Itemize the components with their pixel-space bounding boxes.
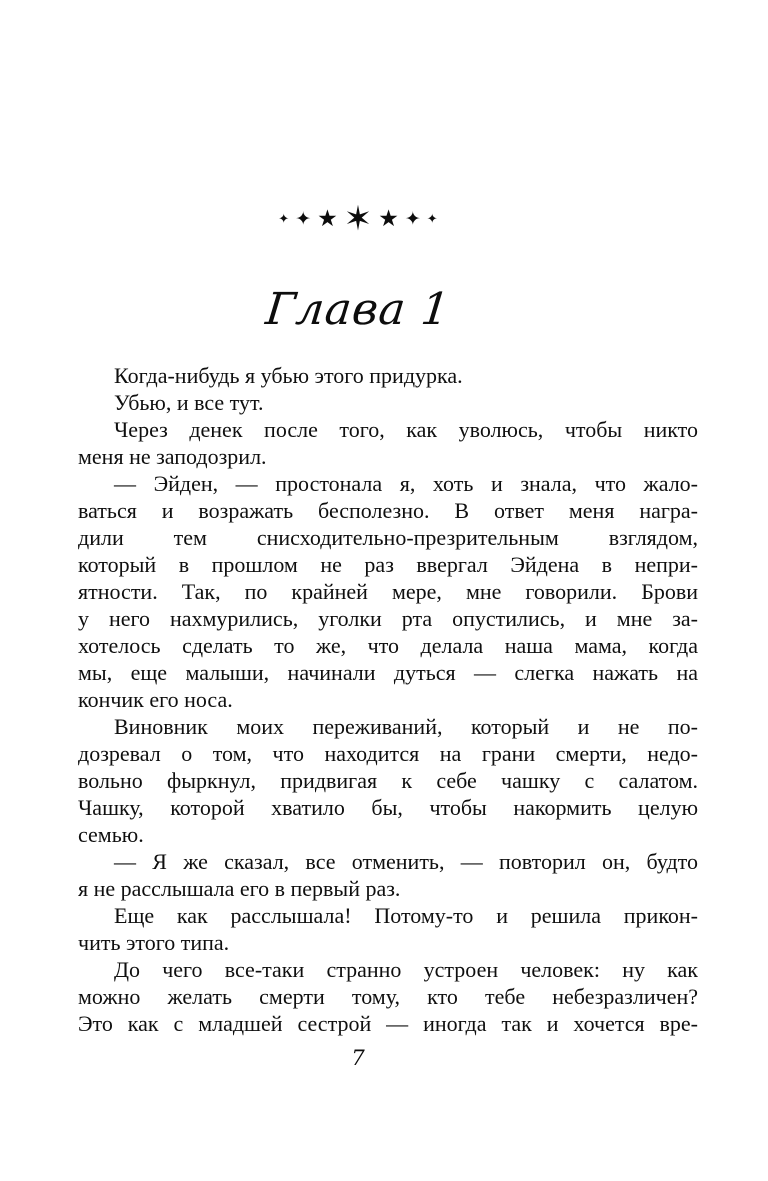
- text-line: ятности. Так, по крайней мере, мне говорили. Брови: [78, 579, 698, 604]
- text-line: вольно фыркнул, придвигая к себе чашку с салатом.: [78, 768, 698, 793]
- text-line: у него нахмурились, уголки рта опустились, и мне за-: [78, 606, 698, 631]
- page-number: 7: [351, 1046, 365, 1070]
- text-line: До чего все-таки странно устроен человек: ну как: [114, 957, 698, 982]
- text-line: можно желать смерти тому, кто тебе небезразличен?: [78, 984, 698, 1009]
- star-icon: ✦: [278, 211, 290, 227]
- star-ornament: [48, 199, 668, 239]
- text-line: кончик его носа.: [78, 687, 233, 712]
- text-line: Убью, и все тут.: [114, 390, 264, 415]
- star-icon: ✦: [404, 207, 421, 230]
- text-line: Еще как расслышала! Потому-то и решила прикон-: [114, 903, 698, 928]
- text-line: меня не заподозрил.: [78, 444, 267, 469]
- text-line: мы, еще малыши, начинали дуться — слегка нажать на: [78, 660, 698, 685]
- star-icon: ✦: [295, 207, 312, 230]
- star-icon: ✶: [343, 199, 373, 239]
- text-line: который в прошлом не раз ввергал Эйдена в непри-: [78, 552, 698, 577]
- text-line: Когда-нибудь я убью этого придурка.: [114, 363, 463, 388]
- text-line: хотелось сделать то же, что делала наша мама, когда: [78, 633, 698, 658]
- body-text: [78, 362, 698, 1037]
- star-icon: ✦: [426, 211, 438, 227]
- text-line: дозревал о том, что находится на грани смерти, недо-: [78, 741, 698, 766]
- text-line: — Эйден, — простонала я, хоть и знала, что жало-: [114, 471, 698, 496]
- text-line: Виновник моих переживаний, который и не по-: [114, 714, 698, 739]
- text-line: Это как с младшей сестрой — иногда так и хочется вре-: [78, 1011, 698, 1036]
- star-icon: ★: [317, 205, 338, 232]
- star-icon: ★: [378, 205, 399, 232]
- text-line: чить этого типа.: [78, 930, 230, 955]
- text-line: ваться и возражать бесполезно. В ответ меня награ-: [78, 498, 698, 523]
- text-line: я не расслышала его в первый раз.: [78, 876, 401, 901]
- text-line: семью.: [78, 822, 144, 847]
- text-line: — Я же сказал, все отменить, — повторил он, будто: [114, 849, 698, 874]
- text-line: Чашку, которой хватило бы, чтобы накормить целую: [78, 795, 698, 820]
- text-line: дили тем снисходительно-презрительным взглядом,: [78, 525, 698, 550]
- chapter-title: Глава 1: [263, 284, 453, 335]
- text-line: Через денек после того, как уволюсь, чтобы никто: [114, 417, 698, 442]
